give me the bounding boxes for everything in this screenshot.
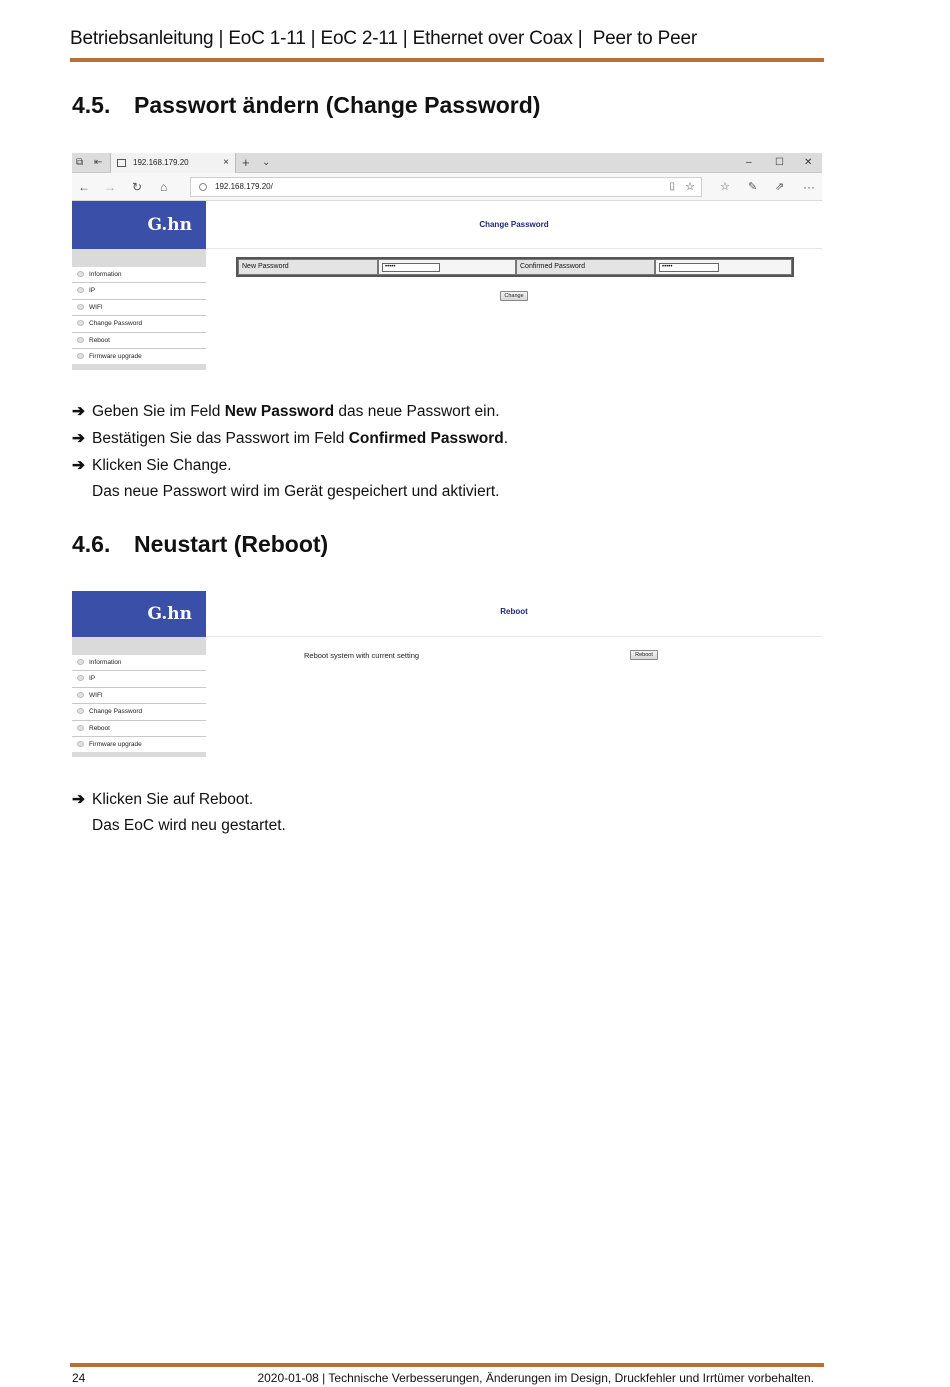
section-number: 4.6. xyxy=(72,531,111,557)
arrow-right-icon: ➔ xyxy=(72,403,85,420)
arrow-right-icon: ➔ xyxy=(72,430,85,447)
more-icon[interactable]: ··· xyxy=(803,180,815,194)
menu-item-wifi[interactable]: WIFI xyxy=(72,300,206,316)
new-password-input[interactable]: ••••• xyxy=(382,263,440,272)
page-header xyxy=(70,28,824,62)
forward-arrow-icon[interactable]: → xyxy=(104,180,116,194)
title-divider xyxy=(206,636,822,637)
back-arrow-icon[interactable]: ← xyxy=(78,180,90,194)
change-password-title: Change Password xyxy=(479,220,549,229)
bullet-icon xyxy=(77,692,84,698)
bullet-icon xyxy=(77,287,84,293)
address-bar-row xyxy=(72,173,822,201)
close-tab-icon[interactable]: × xyxy=(223,157,229,168)
section-heading-change-password xyxy=(72,92,540,119)
ghn-logo: G.hn xyxy=(72,591,206,637)
menu-item-reboot[interactable]: Reboot xyxy=(72,333,206,349)
tab-title: 192.168.179.20 xyxy=(133,158,189,167)
reboot-title: Reboot xyxy=(500,607,528,616)
window-close-icon[interactable]: ✕ xyxy=(804,157,813,168)
arrow-right-icon: ➔ xyxy=(72,457,85,474)
page-number: 24 xyxy=(72,1371,86,1385)
menu-bottom-bar xyxy=(72,364,206,370)
minimize-icon[interactable]: – xyxy=(746,157,752,168)
new-password-cell xyxy=(378,259,516,275)
new-tab-icon[interactable]: + xyxy=(242,155,250,170)
menu-item-change-password[interactable]: Change Password xyxy=(72,704,206,720)
bullet-icon xyxy=(77,271,84,277)
new-password-label: New Password xyxy=(238,259,378,275)
bullet-icon xyxy=(77,675,84,681)
bullet-icon xyxy=(77,659,84,665)
confirmed-password-cell xyxy=(655,259,792,275)
pen-icon[interactable]: ✎ xyxy=(748,181,758,193)
instruction-line-1: ➔ Geben Sie im Feld New Password das neue Passwort ein. xyxy=(72,403,500,420)
reading-view-icon[interactable]: ▯ xyxy=(669,181,675,192)
footer-rule xyxy=(70,1363,824,1367)
header-text: Betriebsanleitung | EoC 1-11 | EoC 2-11 | Ethernet over Coax | Peer to Peer xyxy=(70,28,697,49)
info-icon xyxy=(199,183,207,191)
section-title: Neustart (Reboot) xyxy=(134,531,329,557)
bullet-icon xyxy=(77,708,84,714)
refresh-icon[interactable]: ↻ xyxy=(132,180,143,194)
favorites-bar-icon[interactable]: ☆ xyxy=(720,181,730,193)
menu-spacer xyxy=(72,249,206,267)
bullet-icon xyxy=(77,725,84,731)
set-aside-tabs-icon[interactable]: ⇤ xyxy=(94,157,103,168)
confirmed-password-input[interactable]: ••••• xyxy=(659,263,719,272)
menu-spacer xyxy=(72,637,206,655)
menu-item-ip[interactable]: IP xyxy=(72,671,206,687)
ghn-logo: G.hn xyxy=(72,201,206,249)
browser-tab[interactable] xyxy=(110,153,236,173)
chevron-down-icon[interactable]: ⌄ xyxy=(262,157,271,168)
reboot-screenshot xyxy=(72,591,822,757)
menu-item-ip[interactable]: IP xyxy=(72,283,206,299)
instruction-line-3: ➔ Klicken Sie Change. xyxy=(72,457,232,474)
tab-manager-icon[interactable]: ⧉ xyxy=(76,157,84,168)
menu-item-information[interactable]: Information xyxy=(72,267,206,283)
home-icon[interactable]: ⌂ xyxy=(160,180,168,194)
menu-item-firmware-upgrade[interactable]: Firmware upgrade xyxy=(72,349,206,365)
change-password-screenshot xyxy=(72,153,822,370)
share-icon[interactable]: ⇗ xyxy=(775,181,785,193)
bullet-icon xyxy=(77,741,84,747)
instruction-result: Das neue Passwort wird im Gerät gespeichert und aktiviert. xyxy=(92,483,500,500)
bullet-icon xyxy=(77,353,84,359)
favorite-star-icon[interactable]: ☆ xyxy=(685,181,695,193)
footer-note: 2020-01-08 | Technische Verbesserungen, Änderungen im Design, Druckfehler und Irrtümer vorbehalten. xyxy=(257,1371,814,1385)
reboot-result: Das EoC wird neu gestartet. xyxy=(92,817,286,834)
section-number: 4.5. xyxy=(72,92,111,118)
menu-item-information[interactable]: Information xyxy=(72,655,206,671)
address-text: 192.168.179.20/ xyxy=(215,182,273,191)
reboot-instruction-line: ➔ Klicken Sie auf Reboot. xyxy=(72,791,254,808)
device-sidebar-menu xyxy=(72,655,206,753)
reboot-button[interactable]: Reboot xyxy=(630,650,658,660)
menu-item-wifi[interactable]: WIFI xyxy=(72,688,206,704)
bullet-icon xyxy=(77,337,84,343)
change-button[interactable]: Change xyxy=(500,291,528,301)
menu-item-firmware-upgrade[interactable]: Firmware upgrade xyxy=(72,737,206,753)
bullet-icon xyxy=(77,304,84,310)
section-heading-reboot xyxy=(72,531,328,558)
confirmed-password-label: Confirmed Password xyxy=(516,259,655,275)
bullet-icon xyxy=(77,320,84,326)
instruction-line-2: ➔ Bestätigen Sie das Passwort im Feld Confirmed Password. xyxy=(72,430,509,447)
page-icon xyxy=(117,159,126,167)
menu-bottom-bar xyxy=(72,752,206,757)
device-sidebar-menu xyxy=(72,267,206,365)
password-form-table xyxy=(236,257,794,277)
reboot-description: Reboot system with current setting xyxy=(304,651,420,660)
browser-tab-bar xyxy=(72,153,822,173)
title-divider xyxy=(206,248,822,249)
maximize-icon[interactable]: ☐ xyxy=(775,157,784,168)
section-title: Passwort ändern (Change Password) xyxy=(134,92,541,118)
menu-item-reboot[interactable]: Reboot xyxy=(72,721,206,737)
arrow-right-icon: ➔ xyxy=(72,791,85,808)
menu-item-change-password[interactable]: Change Password xyxy=(72,316,206,332)
address-input[interactable] xyxy=(190,177,702,197)
